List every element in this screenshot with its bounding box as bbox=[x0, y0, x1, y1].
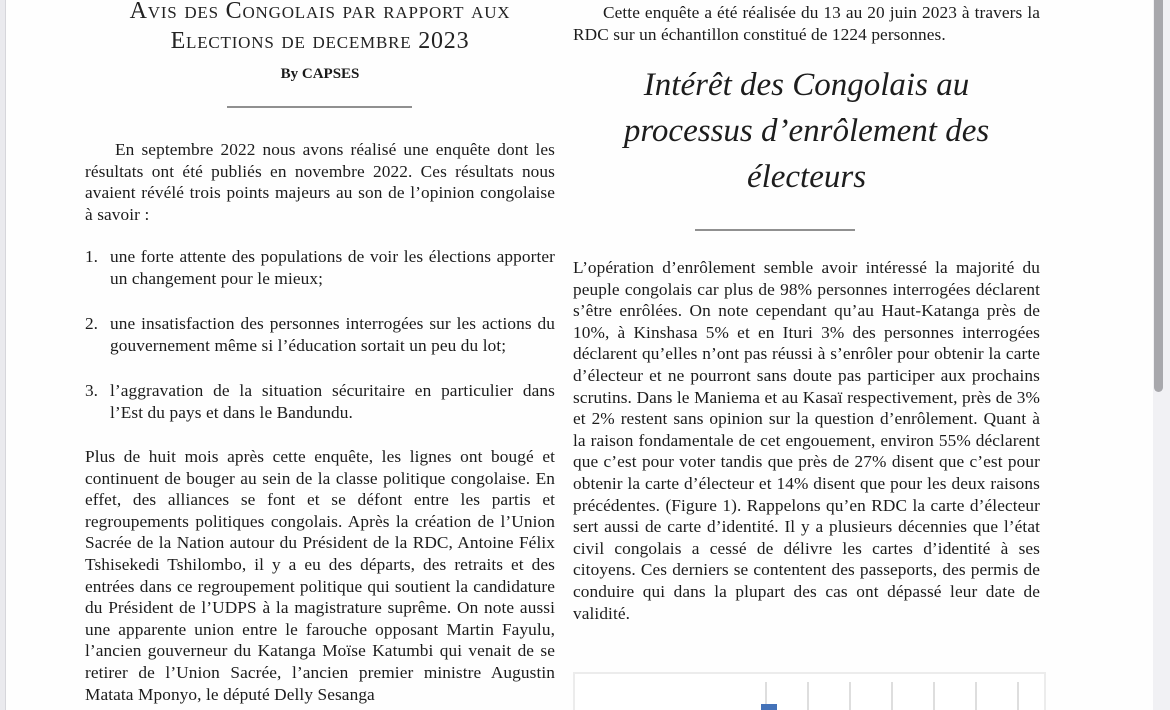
chart-gridline bbox=[807, 682, 809, 710]
list-item-number: 3. bbox=[85, 381, 98, 401]
title-divider-rule bbox=[227, 106, 412, 108]
right-column bbox=[573, 0, 1040, 710]
list-item bbox=[85, 313, 555, 356]
list-item-text: une forte attente des populations de voir les élections apporter un changement pour le mieux; bbox=[110, 247, 555, 288]
body-paragraph-right: L’opération d’enrôlement semble avoir intéressé la majorité du peuple congolais car plus de 98% personnes interrogées déclarent s’être enrôlées. On note cependant qu’au Haut-Katanga près de 10%, à Kinshasa 5% et en Ituri 3% des personnes interrogées déclarent qu’elles n’ont pas réussi à s’enrôler pour obtenir la carte d’électeur et ne pourront sans doute pas participer aux prochains scrutins. Dans le Maniema et au Kasaï respectivement, près de 3% et 2% restent sans opinion sur la question d’enrôlement. Quant à la raison fondamentale de cet engouement, environ 55% déclarent que c’est pour voter tandis que près de 27% disent que c’est pour obtenir la carte d’électeur et 14% disent que pour les deux raisons précédentes. (Figure 1). Rappelons qu’en RDC la carte d’électeur sert aussi de carte d’identité. Il y a plusieurs décennies que l’état civil congolais a cessé de délivre les cartes d’identité à ses citoyens. Ces derniers se contentent des passeports, des permis de conduire qui dans la plupart des cas ont dépassé leur date de validité. bbox=[573, 258, 1040, 623]
figure-1-chart bbox=[573, 672, 1046, 710]
list-item bbox=[85, 380, 555, 423]
section-heading-line1: Intérêt des Congolais au bbox=[643, 67, 970, 103]
intro-paragraph-left: En septembre 2022 nous avons réalisé une enquête dont les résultats ont été publiés en novembre 2022. Ces résultats nous avaient révélé trois points majeurs au son de l’opinion congolaise à savoir : bbox=[85, 140, 555, 224]
section-heading bbox=[573, 62, 1040, 200]
article-title bbox=[85, 0, 555, 56]
article-title-line2: Elections de decembre 2023 bbox=[170, 28, 470, 54]
body-paragraph-left: Plus de huit mois après cette enquête, les lignes ont bougé et continuent de bouger au sein de la classe politique congolaise. En effet, des alliances se font et se défont entre les partis et regroupements politiques congolais. Après la création de l’Union Sacrée de la Nation autour du Président de la RDC, Antoine Félix Tshisekedi Tshilombo, il y a eu des départs, des retraits et des entrées dans ce regroupement politique qui soutient la candidature du Président de l’UDPS à la magistrature suprême. On note aussi une apparente union entre le farouche opposant Martin Fayulu, l’ancien gouverneur du Katanga Moïse Katumbi qui venait de se retirer de l’Union Sacrée, l’ancien premier ministre Augustin Matata Mponyo, le député Delly Sesanga bbox=[85, 447, 555, 704]
list-item-text: l’aggravation de la situation sécuritaire en particulier dans l’Est du pays et dans le Bandundu. bbox=[110, 381, 555, 422]
list-item-text: une insatisfaction des personnes interrogées sur les actions du gouvernement même si l’éducation sortait un peu du lot; bbox=[110, 314, 555, 355]
figure-legend-swatch bbox=[761, 704, 777, 710]
chart-gridline bbox=[1017, 682, 1019, 710]
section-heading-line3: électeurs bbox=[746, 159, 867, 195]
chart-gridline bbox=[975, 682, 977, 710]
article-title-line1: Avis des Congolais par rapport aux bbox=[129, 0, 511, 24]
section-heading-line2: processus d’enrôlement des bbox=[623, 113, 990, 149]
chart-gridline bbox=[891, 682, 893, 710]
list-item bbox=[85, 246, 555, 289]
left-column bbox=[85, 0, 555, 710]
chart-gridline bbox=[849, 682, 851, 710]
scrollbar-thumb[interactable] bbox=[1154, 0, 1163, 392]
list-item-number: 1. bbox=[85, 247, 98, 266]
survey-note-paragraph: Cette enquête a été réalisée du 13 au 20 juin 2023 à travers la RDC sur un échantillon constitué de 1224 personnes. bbox=[573, 3, 1040, 44]
page-left-edge bbox=[0, 0, 6, 710]
scrollbar-track[interactable] bbox=[1153, 0, 1170, 710]
byline: By CAPSES bbox=[280, 66, 360, 82]
list-item-number: 2. bbox=[85, 314, 98, 334]
numbered-list bbox=[85, 246, 555, 448]
chart-gridline bbox=[933, 682, 935, 710]
section-divider-rule bbox=[695, 229, 855, 231]
